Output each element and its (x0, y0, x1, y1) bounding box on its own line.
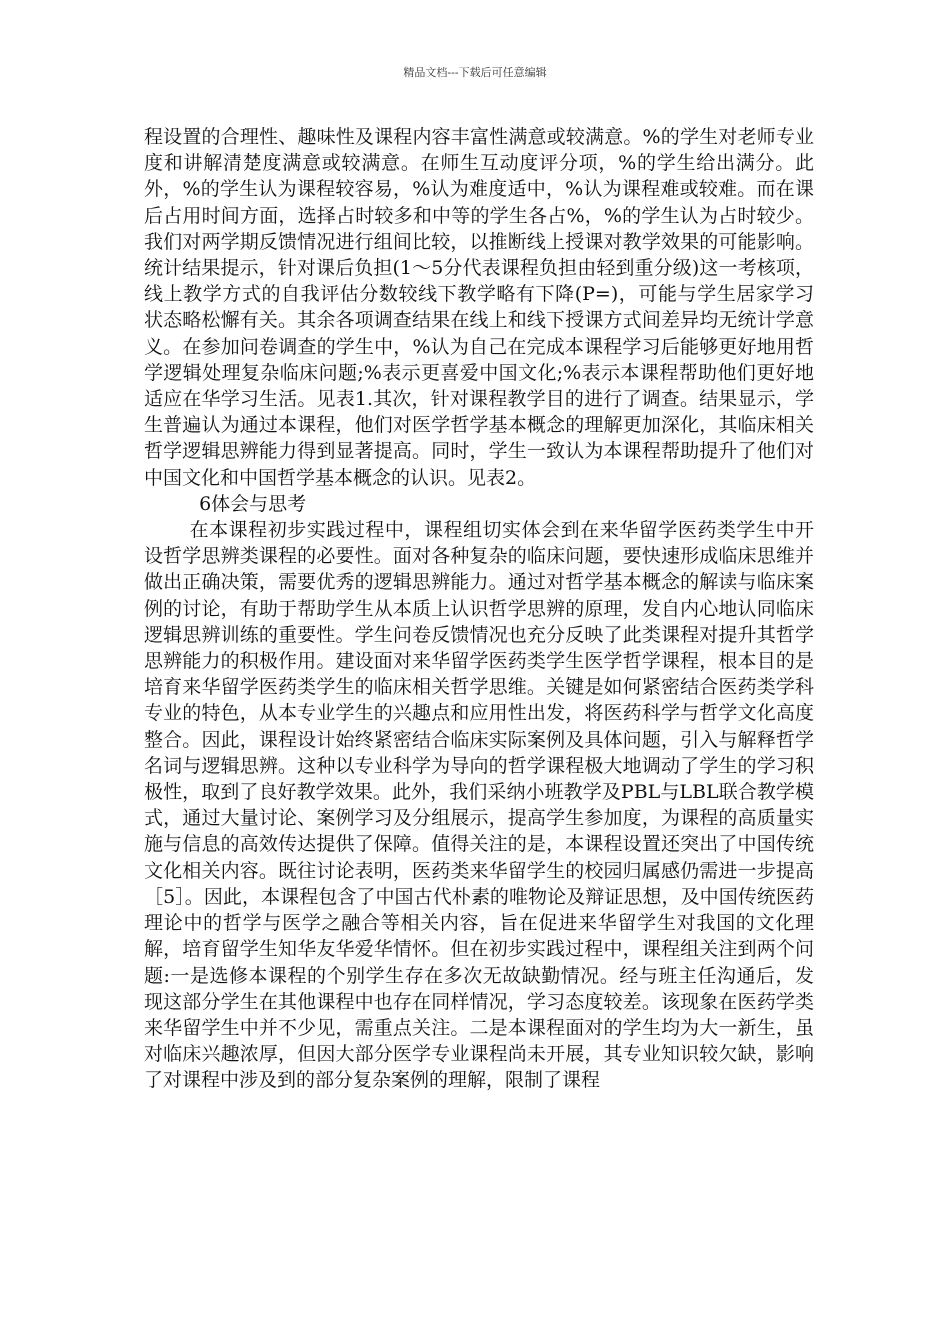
page-header: 精品文档---下载后可任意编辑 (403, 66, 547, 79)
paragraph-survey-results: 程设置的合理性、趣味性及课程内容丰富性满意或较满意。%的学生对老师专业度和讲解清楚度满意或较满意。在师生互动度评分项，%的学生给出满分。此外，%的学生认为课程较容易，%认为难度适中，%认为课程难或较难。而在课后占用时间方面，选择占时较多和中等的学生各占%，%的学生认为占时较少。我们对两学期反馈情况进行组间比较，以推断线上授课对教学效果的可能影响。统计结果提示，针对课后负担(1～5分代表课程负担由轻到重分级)这一考核项，线上教学方式的自我评估分数较线下教学略有下降(P=)，可能与学生居家学习状态略松懈有关。其余各项调查结果在线上和线下授课方式间差异均无统计学意义。在参加问卷调查的学生中，%认为自己在完成本课程学习后能够更好地用哲学逻辑处理复杂临床问题;%表示更喜爱中国文化;%表示本课程帮助他们更好地适应在华学习生活。见表1.其次，针对课程教学目的进行了调查。结果显示，学生普遍认为通过本课程，他们对医学哲学基本概念的理解更加深化，其临床相关哲学逻辑思辨能力得到显著提高。同时，学生一致认为本课程帮助提升了他们对中国文化和中国哲学基本概念的认识。见表2。 (144, 126, 814, 489)
document-body (144, 124, 814, 1094)
section-heading: 6体会与思考 (199, 492, 307, 515)
paragraph-reflection: 在本课程初步实践过程中，课程组切实体会到在来华留学医药类学生中开设哲学思辨类课程的必要性。面对各种复杂的临床问题，要快速形成临床思维并做出正确决策，需要优秀的逻辑思辨能力。通过对哲学基本概念的解读与临床案例的讨论，有助于帮助学生从本质上认识哲学思辨的原理，发自内心地认同临床逻辑思辨训练的重要性。学生问卷反馈情况也充分反映了此类课程对提升其哲学思辨能力的积极作用。建设面对来华留学医药类学生医学哲学课程，根本目的是培育来华留学医药类学生的临床相关哲学思维。关键是如何紧密结合医药类学科专业的特色，从本专业学生的兴趣点和应用性出发，将医药科学与哲学文化高度整合。因此，课程设计始终紧密结合临床实际案例及具体问题，引入与解释哲学名词与逻辑思辨。这种以专业科学为导向的哲学课程极大地调动了学生的学习积极性，取到了良好教学效果。此外，我们采纳小班教学及PBL与LBL联合教学模式，通过大量讨论、案例学习及分组展示，提高学生参加度，为课程的高质量实施与信息的高效传达提供了保障。值得关注的是，本课程设置还突出了中国传统文化相关内容。既往讨论表明，医药类来华留学生的校园归属感仍需进一步提高［5］。因此，本课程包含了中国古代朴素的唯物论及辩证思想，及中国传统医药理论中的哲学与医学之融合等相关内容，旨在促进来华留学生对我国的文化理解，培育留学生知华友华爱华情怀。但在初步实践过程中，课程组关注到两个问题:一是选修本课程的个别学生存在多次无故缺勤情况。经与班主任沟通后，发现这部分学生在其他课程中也存在同样情况，学习态度较差。该现象在医药学类来华留学生中并不少见，需重点关注。二是本课程面对的学生均为大一新生，虽对临床兴趣浓厚，但因大部分医学专业课程尚未开展，其专业知识较欠缺，影响了对课程中涉及到的部分复杂案例的理解，限制了课程 (144, 519, 814, 1092)
